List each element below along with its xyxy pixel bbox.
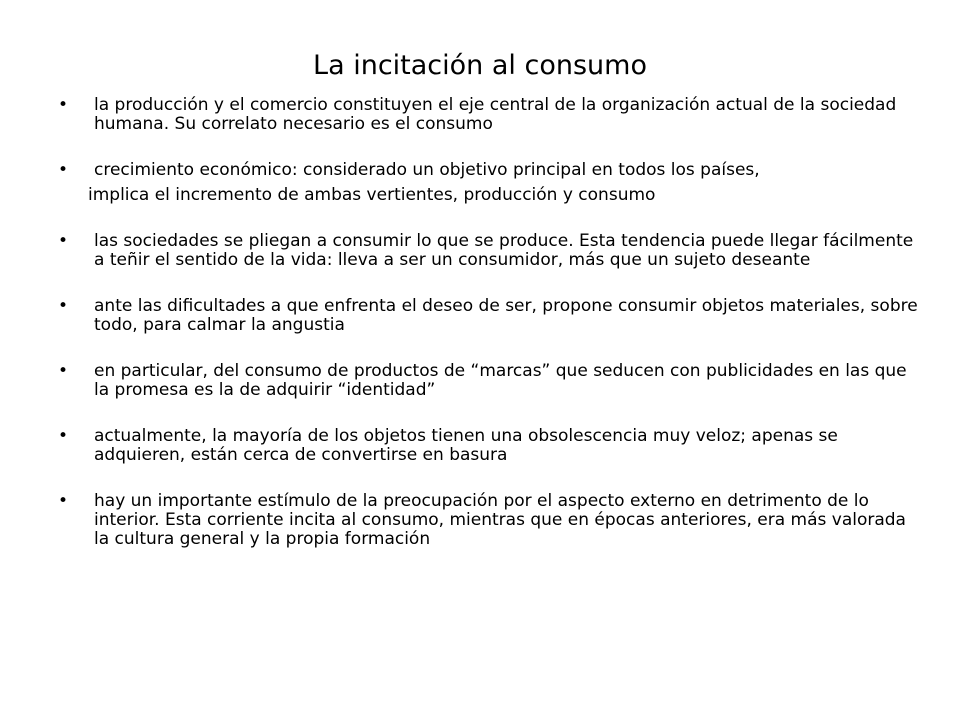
bullet-text: actualmente, la mayoría de los objetos tienen una obsolescencia muy veloz; apenas se adquieren, están cerca de convertirse en basura (94, 426, 838, 465)
bullet-text: ante las dificultades a que enfrenta el deseo de ser, propone consumir objetos materiales, sobre todo, para calmar la angustia (94, 296, 918, 335)
bullet-item (58, 427, 918, 465)
slide-title: La incitación al consumo (313, 50, 647, 82)
bullet-item (58, 297, 918, 335)
bullet-item (58, 362, 918, 400)
bullet-text: la producción y el comercio constituyen el eje central de la organización actual de la sociedad humana. Su correlato necesario es el consumo (94, 95, 897, 134)
bullet-dot-icon: • (58, 95, 69, 115)
bullet-dot-icon: • (58, 426, 69, 446)
bullet-item (58, 492, 918, 549)
bullet-item (58, 161, 918, 205)
bullet-text: hay un importante estímulo de la preocupación por el aspecto externo en detrimento de lo interior. Esta corriente incita al consumo, mientras que en épocas anteriores, era más valorada la cultura general y la propia formación (94, 491, 906, 549)
bullet-list (58, 96, 918, 576)
bullet-text: en particular, del consumo de productos de “marcas” que seducen con publicidades en las que la promesa es la de adquirir “identidad” (94, 361, 907, 400)
bullet-dot-icon: • (58, 296, 69, 316)
bullet-dot-icon: • (58, 231, 69, 251)
bullet-dot-icon: • (58, 160, 69, 180)
bullet-text: las sociedades se pliegan a consumir lo que se produce. Esta tendencia puede llegar fácilmente a teñir el sentido de la vida: lleva a ser un consumidor, más que un sujeto deseante (94, 231, 914, 270)
bullet-dot-icon: • (58, 491, 69, 511)
bullet-text: crecimiento económico: considerado un objetivo principal en todos los países, (94, 160, 760, 180)
bullet-item (58, 232, 918, 270)
bullet-item (58, 96, 918, 134)
bullet-dot-icon: • (58, 361, 69, 381)
bullet-continuation-text: implica el incremento de ambas vertientes, producción y consumo (88, 185, 656, 205)
